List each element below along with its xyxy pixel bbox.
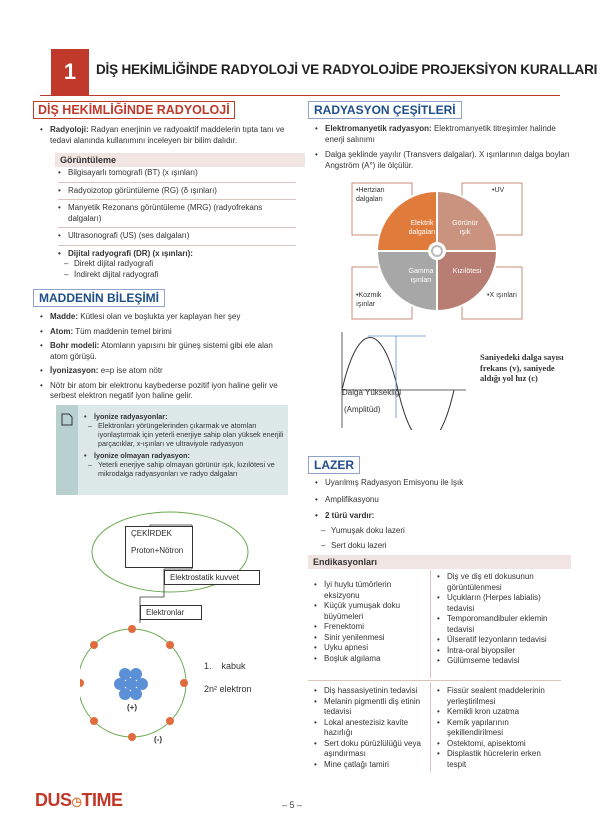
madde-list <box>40 312 292 402</box>
list-item: • Ostektomi, apisektomi <box>437 739 561 750</box>
logo-part: TIME <box>81 790 123 810</box>
clock-icon: ◷ <box>71 794 82 809</box>
endikasyon-heading: Endikasyonları <box>308 555 571 569</box>
pie-corner-label: •Hertzian dalgaları <box>356 187 385 203</box>
list-item: • Kemik yapılarının şekillendirilmesi <box>437 718 561 739</box>
list-item <box>40 366 292 377</box>
list-subitem: – İndirekt dijital radyografi <box>64 270 296 281</box>
list-item <box>315 124 570 145</box>
chapter-title: DİŞ HEKİMLİĞİNDE RADYOLOJİ VE RADYOLOJİDE PROJEKSİYON KURALLARI <box>96 62 598 77</box>
list-item: • Bilgisayarlı tomografi (BT) (x ışınları) <box>58 168 296 183</box>
plus-label: (+) <box>127 703 137 712</box>
list-item: • Dalga şeklinde yayılır (Transvers dalgalar). X ışınlarının dalga boyları Angström (A°) ile ölçülür. <box>315 150 570 171</box>
definition: Kütlesi olan ve boşlukta yer kaplayan her şey <box>80 312 241 321</box>
note-icon <box>61 413 73 426</box>
section-title: LAZER <box>308 456 360 474</box>
definition: Tüm maddenin temel birimi <box>75 326 172 336</box>
pie-slice-label: Elektrik dalgaları <box>408 220 436 236</box>
endikasyon-list-a1 <box>314 580 424 664</box>
list-item: • Fissür sealent maddelerinin yerleştirilmesi <box>437 686 561 707</box>
section-title: MADDENİN BİLEŞİMİ <box>33 289 165 307</box>
list-item: • Manyetik Rezonans görüntüleme (MRG) (radyofrekans dalgaları) <box>58 203 296 228</box>
goruntuleme-list <box>58 168 296 280</box>
radyasyon-list <box>315 124 570 171</box>
list-item <box>40 341 292 362</box>
dustime-logo <box>35 790 123 811</box>
wave-height-label: Dalga Yüksekliği <box>342 388 401 397</box>
note-heading: • İyonize olmayan radyasyon: <box>84 451 284 460</box>
section-heading-radyasyon <box>308 101 462 119</box>
list-subitem: – Yumuşak doku lazeri <box>321 526 565 537</box>
goruntuleme-heading: Görüntüleme <box>55 153 305 167</box>
endikasyon-list-b2 <box>437 686 561 770</box>
wave-note: Saniyedeki dalga sayısı frekans (v), saniyede aldığı yol hız (c) <box>480 352 564 383</box>
list-item: • Lokal anestezisiz kavite hazırlığı <box>314 718 426 739</box>
divider <box>430 682 431 772</box>
note-text: – Elektronları yörüngelerinden çıkarmak ve atomları iyonlaştırmak için yeterli enerjiye sahip olan yüksek enerjili parçacıklar, x-ışınları ve ultraviyole radyasyon <box>88 421 284 448</box>
pie-slice-label: Görünür ışık <box>452 220 478 236</box>
term: Bohr modeli: <box>50 341 100 350</box>
list-item: • Mine çatlağı tamiri <box>314 760 426 771</box>
note-heading: • İyonize radyasyonlar: <box>84 412 284 421</box>
term: Elektromanyetik radyasyon: <box>325 124 432 133</box>
pie-slice-label: Kızılötesi <box>452 268 482 275</box>
section-heading-radyoloji <box>33 101 235 119</box>
list-subitem: – Sert doku lazeri <box>321 541 565 552</box>
label: ÇEKİRDEK <box>131 529 172 538</box>
definition: e=p ise atom nötr <box>100 366 163 375</box>
section-heading-lazer <box>308 456 360 474</box>
list-item: • Temporomandibuler eklemin tedavisi <box>437 614 561 635</box>
term: Radyoloji: <box>50 125 89 134</box>
section-title: RADYASYON ÇEŞİTLERİ <box>308 101 462 119</box>
formula-label: 2n² elektron <box>204 684 252 694</box>
pie-center <box>428 242 446 260</box>
list-item: • Gülümseme tedavisi <box>437 656 561 667</box>
list-item: • Diş hassasiyetinin tedavisi <box>314 686 426 697</box>
list-item: • Boşluk algılama <box>314 654 424 665</box>
list-item: • Sert doku pürüzlülüğü veya aşındırması <box>314 739 426 760</box>
minus-label: (-) <box>154 735 162 744</box>
term: İyonizasyon: <box>50 366 99 375</box>
divider <box>430 570 431 678</box>
elektronlar-box: Elektronlar <box>140 605 202 620</box>
endikasyon-list-a2 <box>437 572 561 667</box>
pie-slice-label: Gamma ışınları <box>408 268 434 284</box>
list-item: • İntra-oral biyopsiler <box>437 646 561 657</box>
list-item: • Radyoizotop görüntüleme (RG) (δ ışınları) <box>58 186 296 201</box>
definition: Radyan enerjinin ve radyoaktif maddelerin tıpta tanı ve tedavi alanında kullanımını inceleyen bir bilim dalıdır. <box>50 125 285 145</box>
pie-corner-label: •Kozmik ışınlar <box>356 292 382 308</box>
list-item <box>40 312 292 323</box>
kabuk-label: 1. kabuk <box>204 661 246 671</box>
list-item: • Nötr bir atom bir elektronu kaybederse pozitif iyon haline gelir ve serbest elektron negatif iyon haline gelir. <box>40 381 292 402</box>
page-number: – 5 – <box>282 800 303 810</box>
list-item: • Ultrasonografi (US) (ses dalgaları) <box>58 231 296 246</box>
list-item: • Küçük yumuşak doku büyümeleri <box>314 601 424 622</box>
note-box <box>56 405 288 495</box>
endikasyon-list-b1 <box>314 686 426 770</box>
list-item: • Uyku apnesi <box>314 643 424 654</box>
list-item: • İyi huylu tümörlerin eksizyonu <box>314 580 424 601</box>
list-item: • Ülseratif lezyonların tedavisi <box>437 635 561 646</box>
note-text: – Yeterli enerjiye sahip olmayan görünür ışık, kızılötesi ve mikrodalga radyasyonları ve radyo dalgaları <box>88 460 284 478</box>
lazer-list <box>315 478 565 552</box>
radyoloji-definition <box>40 125 300 146</box>
list-subitem: – Direkt dijital radyografi <box>64 259 296 270</box>
atom-diagram <box>80 505 310 755</box>
section-title: DİŞ HEKİMLİĞİNDE RADYOLOJİ <box>33 101 235 119</box>
list-item: • Dijital radyografi (DR) (x ışınları): <box>58 249 296 260</box>
list-item: • Uyarılmış Radyasyon Emisyonu ile Işık <box>315 478 565 489</box>
divider <box>308 680 561 681</box>
definition: Atomların yapısını bir güneş sistemi gibi ele alan atom görüşü. <box>50 341 273 361</box>
list-item: • 2 türü vardır: <box>315 511 565 522</box>
list-item: • Sinir yenilenmesi <box>314 633 424 644</box>
list-item: • Melanin pigmentli diş etinin tedavisi <box>314 697 426 718</box>
section-heading-madde <box>33 289 165 307</box>
list-item: • Amplifikasyonu <box>315 495 565 506</box>
list-item: • Displastik hücrelerin erken tespit <box>437 749 561 770</box>
amplitude-label: (Amplitüd) <box>344 405 381 414</box>
note-content <box>84 412 284 478</box>
list-item: • Uçukların (Herpes labialis) tedavisi <box>437 593 561 614</box>
logo-part: DUS <box>35 790 72 810</box>
kuvvet-box: Elektrostatik kuvvet <box>164 570 260 585</box>
nucleus <box>114 668 148 700</box>
pie-corner-label: •UV <box>492 187 505 194</box>
list-item: • Kemikli kron uzatma <box>437 707 561 718</box>
label: Proton+Nötron <box>131 546 184 555</box>
cekirdek-box <box>125 526 193 568</box>
term: Atom: <box>50 326 74 336</box>
term: Madde: <box>50 312 78 321</box>
list-item: • Diş ve diş eti dokusunun görüntülenmesi <box>437 572 561 593</box>
pie-corner-label: •X ışınları <box>487 292 518 299</box>
list-item <box>40 327 292 338</box>
definition: Elektromanyetik titreşimler halinde enerji salınımı <box>325 124 556 144</box>
chapter-number: 1 <box>51 49 89 95</box>
list-item: • Frenektomi <box>314 622 424 633</box>
